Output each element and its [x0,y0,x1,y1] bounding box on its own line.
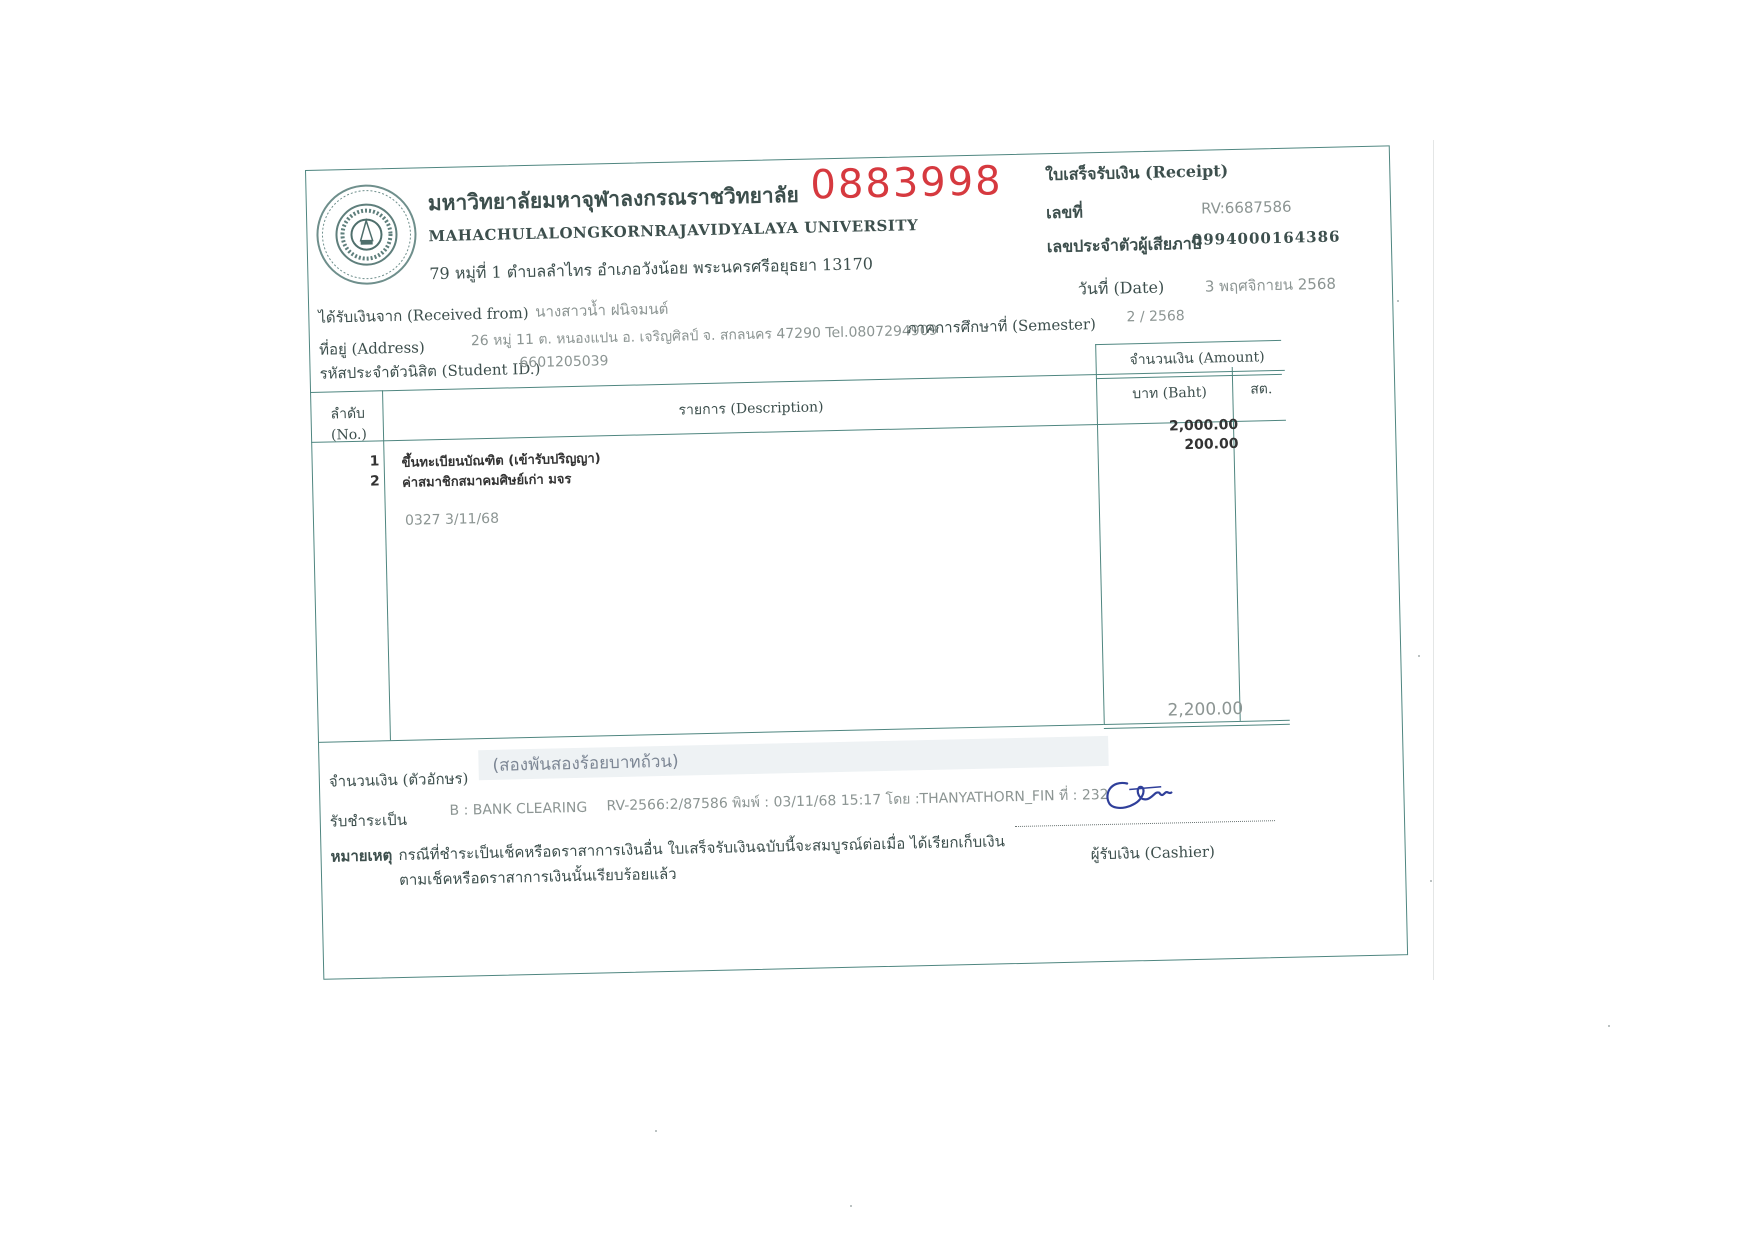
speck [850,1205,852,1207]
header-no-line1: ลำดับ [330,405,366,423]
university-seal-icon [313,181,419,287]
total-value: 2,200.00 [1167,698,1244,721]
university-name-thai: มหาวิทยาลัยมหาจุฬาลงกรณราชวิทยาลัย [427,181,800,216]
cashier-label: ผู้รับเงิน (Cashier) [1090,842,1216,864]
semester-value: 2 / 2568 [1126,308,1185,326]
receipt-number: RV:6687586 [1200,197,1292,218]
cashier-signature-icon [1099,770,1190,817]
header-satang: สต. [1250,381,1273,398]
header-amount: จำนวนเงิน (Amount) [1129,349,1265,369]
receipt [305,145,1431,980]
university-address: 79 หมู่ที่ 1 ตำบลลำไทร อำเภอวังน้อย พระนครศรีอยุธยา 13170 [429,254,874,284]
amount-words-label: จำนวนเงิน (ตัวอักษร) [328,769,469,791]
header-description: รายการ (Description) [678,399,824,419]
received-from-label: ได้รับเงินจาก (Received from) [318,303,529,327]
tax-id: 0994000164386 [1191,227,1341,249]
date-label: วันที่ (Date) [1077,277,1165,299]
address-label: ที่อยู่ (Address) [318,338,425,359]
student-id-value: 6601205039 [519,353,609,372]
item-no-1: 1 [369,453,380,470]
remark-label: หมายเหตุ [330,846,393,866]
item-note: 0327 3/11/68 [404,510,500,529]
receipt-number-label: เลขที่ [1045,202,1084,223]
tax-id-label: เลขประจำตัวผู้เสียภาษี [1046,233,1203,257]
print-info: RV-2566:2/87586 พิมพ์ : 03/11/68 15:17 โดย :THANYATHORN_FIN ที่ : 232 [606,786,1109,815]
paid-by-label: รับชำระเป็น [329,810,408,831]
address-value: 26 หมู่ 11 ต. หนองแปน อ. เจริญศิลป์ จ. สกลนคร 47290 Tel.0807294909 [470,322,938,350]
paid-by-value: B : BANK CLEARING [449,799,588,819]
date-value: 3 พฤศจิกายน 2568 [1204,274,1337,296]
speck [655,1130,657,1132]
header-baht: บาท (Baht) [1132,384,1208,403]
item-description-2: ค่าสมาชิกสมาคมศิษย์เก่า มจร [401,472,572,491]
speck [1608,1025,1610,1027]
remark-line-1: กรณีที่ชำระเป็นเช็คหรือดราสาการเงินอื่น ใบเสร็จรับเงินฉบับนี้จะสมบูรณ์ต่อเมื่อ ได้เรียกเก็บเงิน [398,832,1006,865]
university-name-english: MAHACHULALONGKORNRAJAVIDYALAYA UNIVERSITY [428,216,919,246]
received-from-value: นางสาวน้ำ ฝนิจมนต์ [535,299,669,321]
speck [1430,880,1432,882]
semester-label: ภาคการศึกษาที่ (Semester) [906,315,1097,338]
item-amount-1: 2,000.00 [1168,416,1239,435]
serial-number: 0883998 [809,158,1004,209]
scan-edge [1433,140,1434,980]
item-description-1: ขึ้นทะเบียนบัณฑิต (เข้ารับปริญญา) [401,451,601,471]
item-amount-2: 200.00 [1184,435,1239,454]
receipt-title: ใบเสร็จรับเงิน (Receipt) [1045,161,1229,185]
header-no-line2: (No.) [330,426,368,444]
amount-words-value: (สองพันสองร้อยบาทถ้วน) [492,751,679,776]
item-no-2: 2 [369,473,381,490]
student-id-label: รหัสประจำตัวนิสิต (Student ID.) [319,359,541,383]
remark-line-2: ตามเช็คหรือดราสาการเงินนั้นเรียบร้อยแล้ว [398,864,677,890]
